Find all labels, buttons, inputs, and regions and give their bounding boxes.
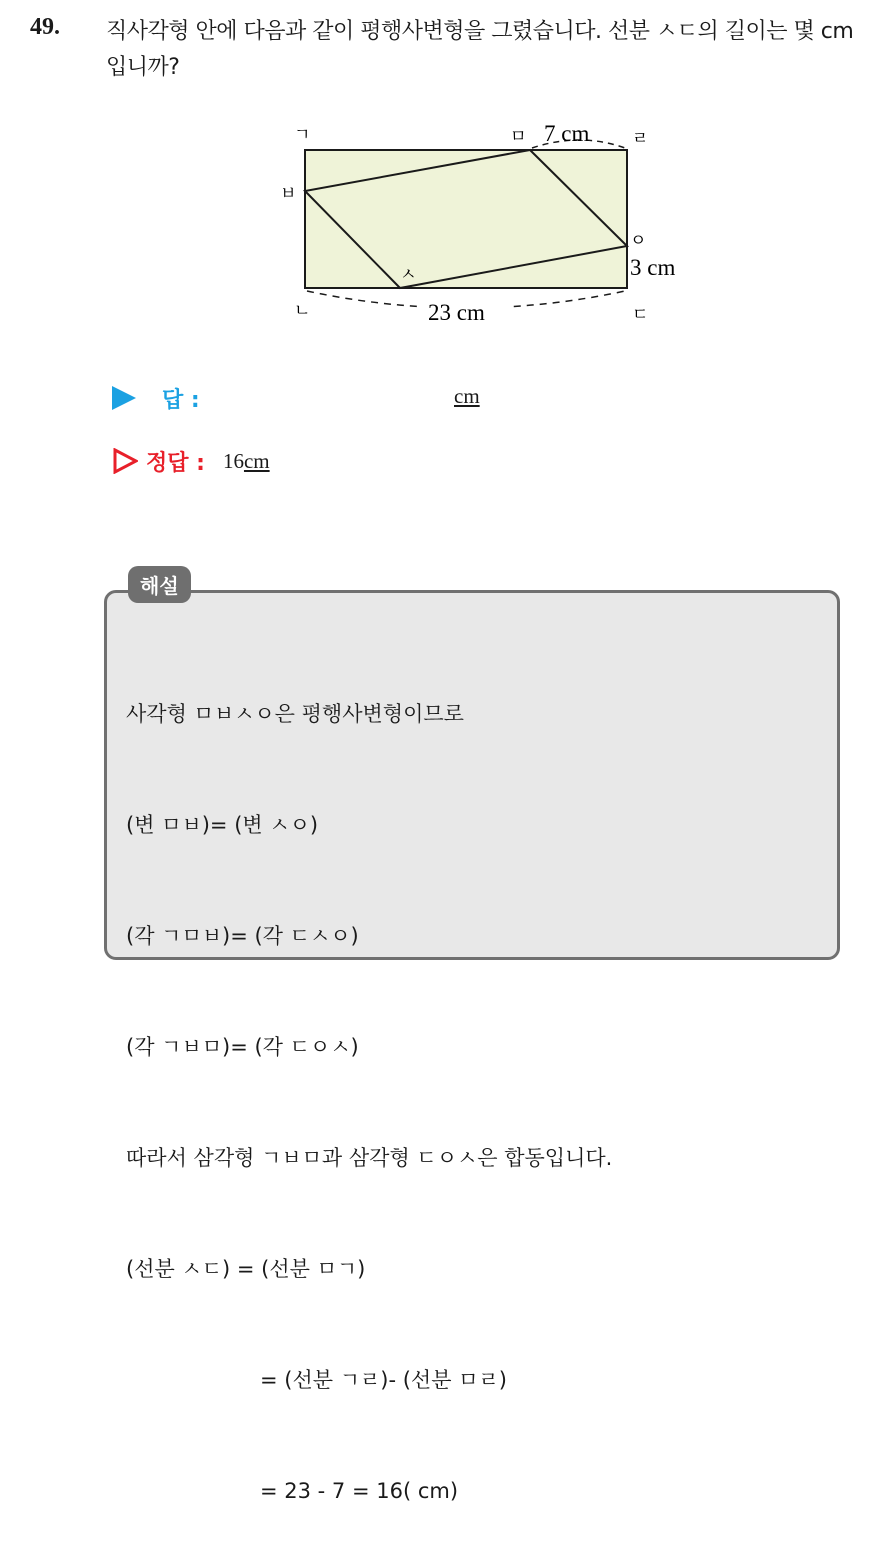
measure-3cm: 3 cm [630,255,676,280]
solution-line: 사각형 ㅁㅂㅅㅇ은 평행사변형이므로 [126,702,464,726]
correct-number: 16 [222,448,244,473]
vertex-label-b: ㅂ [280,184,297,204]
measure-23cm: 23 cm [428,300,485,325]
solution-line: (선분 ㅅㄷ) = (선분 ㅁㄱ) [126,1257,366,1281]
answer-row [112,382,200,414]
vertex-label-o: ㅇ [630,231,647,251]
answer-unit: cm [454,384,480,408]
correct-value [223,449,270,474]
correct-answer-row [112,444,270,478]
measure-7cm: 7 cm [544,121,590,146]
solution-line: (변 ㅁㅂ)= (변 ㅅㅇ) [126,813,319,837]
vertex-label-r: ㄹ [632,129,649,149]
correct-label: 정답 : [146,450,205,476]
solution-text [126,622,612,1547]
correct-arrow-icon [112,448,138,474]
vertex-label-n: ㄴ [294,301,311,321]
question-text: 직사각형 안에 다음과 같이 평행사변형을 그렸습니다. 선분 ㅅㄷ의 길이는 몇 cm 입니까? [106,19,854,80]
vertex-label-s: ㅅ [400,265,417,285]
vertex-label-d: ㄷ [632,305,649,325]
question-number: 49. [30,14,60,40]
vertex-label-m: ㅁ [510,127,527,147]
answer-label: 답 : [162,387,200,413]
solution-line: (각 ㄱㅁㅂ)= (각 ㄷㅅㅇ) [126,924,359,948]
solution-line: 따라서 삼각형 ㄱㅂㅁ과 삼각형 ㄷㅇㅅ은 합동입니다. [126,1146,613,1170]
correct-unit: cm [243,448,270,473]
solution-line: = (선분 ㄱㄹ)- (선분 ㅁㄹ) [260,1368,507,1392]
solution-line: (각 ㄱㅂㅁ)= (각 ㄷㅇㅅ) [126,1035,359,1059]
vertex-label-g: ㄱ [294,125,311,145]
solution-tag: 해설 [128,566,191,603]
rectangle-shape [305,150,627,288]
answer-arrow-icon [112,386,136,410]
geometry-figure [270,110,700,330]
solution-line: = 23 - 7 = 16( cm) [260,1479,459,1503]
